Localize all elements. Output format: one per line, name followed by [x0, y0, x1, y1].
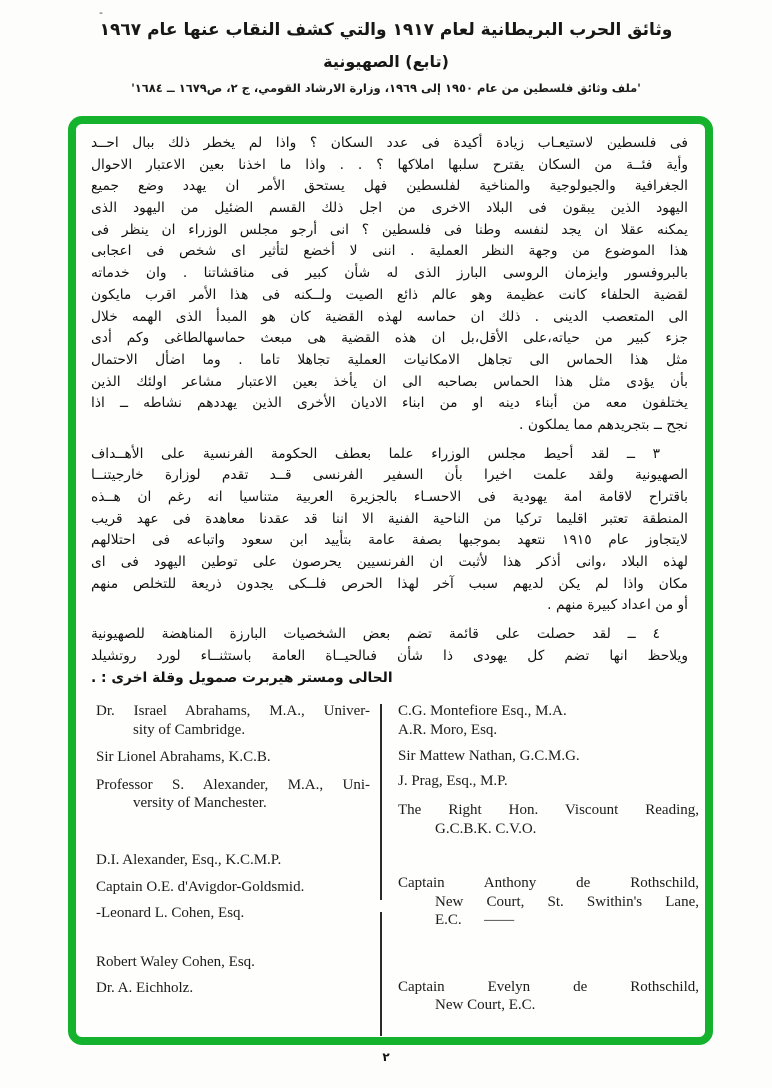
highlight-frame: [68, 116, 713, 1045]
name-entry-line: C.G. Montefiore Esq., M.A.: [398, 703, 567, 720]
arabic-line: فى فلسطين لاستيعـاب زيادة أكيدة فى عدد السكان ؟ واذا لم يخطر ذلك ببال احــد: [91, 135, 688, 151]
arabic-line: هذا الموضوع من وجهة النظر العملية . اننى لا أخضع لتأثير اى شخص فى اعجابى: [91, 243, 688, 260]
name-entry-line: G.C.B.K. C.V.O.: [435, 820, 537, 837]
name-entry: [96, 702, 370, 739]
name-entry: [398, 702, 699, 721]
document-header: [0, 20, 772, 95]
name-entry-line: J. Prag, Esq., M.P.: [398, 772, 508, 789]
name-entry-line: Sir Lionel Abrahams, K.C.B.: [96, 749, 271, 766]
name-entry-line: Dr. Israel Abrahams, M.A., Univer-: [96, 703, 370, 720]
source-citation: 'ملف وثائق فلسطين من عام ١٩٥٠ إلى ١٩٦٩، وزارة الارشاد القومي، ج ٢، ص١٦٧٩ ــ ١٦٨٤': [131, 81, 641, 95]
name-entry-line: The Right Hon. Viscount Reading,: [398, 802, 699, 819]
name-entry: [96, 851, 370, 870]
name-entry-line: E.C. ——: [435, 912, 515, 929]
arabic-line: جزء كبير من حياته،على الأقل،بل ان هذه القضية هى مبعث حماسهالطاغى وكم أدى: [91, 330, 688, 347]
arabic-line: مكان واذا لم يكن لديهم سبب آخر لهذا الحرص فلــكى يجدون ذريعة للتخلص منهم: [91, 575, 688, 592]
name-entry-line: Professor S. Alexander, M.A., Uni-: [96, 776, 370, 793]
arabic-line: الجغرافية والجيولوجية والمناخية لفلسطين فهل يستحق الأمر ان يهدد وضع جميع: [91, 178, 688, 195]
name-entry: [398, 874, 699, 930]
name-entry-line: Robert Waley Cohen, Esq.: [96, 954, 255, 971]
arabic-line: الحالى ومستر هيربرت صمويل وقلة اخرى : .: [91, 669, 393, 686]
name-entry-line: Captain O.E. d'Avigdor-Goldsmid.: [96, 879, 305, 896]
arabic-line: يمكنه عقلا ان يجد لنفسه وطنا فى فلسطين ؟ انى أرجو مجلس الوزراء ان ينظر فى: [91, 221, 688, 238]
arabic-line: أو من اعداد كبيرة منهم .: [547, 597, 688, 614]
arabic-paragraph: [91, 133, 688, 437]
arabic-line: وأية فئــة من السكان يقترح سلبها املاكها ؟ . . واذا ما اخذنا بعين الاعتبار الاحوال: [91, 156, 688, 173]
name-entry-line: sity of Cambridge.: [133, 721, 246, 738]
arabic-line: مثل هذا الحماس الى تجاهل الامكانيات العملية تجاهلا تاما . وما اضأل الاحتمال: [91, 351, 688, 368]
names-column-left: [96, 702, 380, 1036]
corner-mark: -: [99, 6, 103, 19]
arabic-line: المنطقة تعتبر اقليما تركيا من الناحية الفنية الا اننا قد عقدنا معاهدة فى عهد قريب: [91, 510, 688, 527]
arabic-line: ويلاحظ انها تضم كل يهودى ذا شأن فىالحيــاة العامة باستثنــاء لورد روتشيلد: [91, 647, 688, 664]
name-entry-line: Captain Evelyn de Rothschild,: [398, 978, 699, 995]
name-entry-line: New Court, E.C.: [435, 997, 536, 1014]
name-entry-line: versity of Manchester.: [133, 795, 267, 812]
arabic-line: الى المتعصب الدينى . ذلك ان حماسه لهذه القضية كان هو المبدأ الذى الهمه خلال: [91, 308, 688, 325]
arabic-line: لقضية الحلفاء كانت عظيمة وهو عالم ذائع الصيت ولــكنه فى هذا الأمر اقرب مايكون: [91, 286, 688, 303]
arabic-line: ٤ ــ لقد حصلت على قائمة تضم بعض الشخصيات البارزة المناهضة للصهيونية: [91, 626, 660, 643]
name-entry: [398, 772, 699, 791]
names-column-right: [382, 702, 699, 1036]
arabic-line: لهذه البلاد ،وانى أذكر هذا لأثبت ان الفرنسيين يحرصون على توطين اليهود فى اى: [91, 554, 688, 571]
arabic-line: يختلفون معه من أبناء دينه او من ابناء الاديان الأخرى الذين يهددهم نشاطه ــ اذا: [91, 395, 688, 412]
name-entry: [96, 878, 370, 897]
name-entry-line: D.I. Alexander, Esq., K.C.M.P.: [96, 851, 282, 868]
name-entry: [398, 747, 699, 766]
arabic-line: بالبروفسور وايزمان الروسى البارز الذى له شأن كبير فى مناقشاتنا . وان خدماته: [91, 265, 688, 282]
arabic-line: نجح ــ بتجريدهم مما يملكون .: [519, 416, 688, 433]
arabic-line: بأن يؤدى مثل هذا الحماس بصاحبه الى ان يأخذ بعين الاعتبار مشاعر اولئك الذين: [91, 373, 688, 390]
arabic-paragraphs: [76, 124, 705, 689]
name-entry-line: Captain Anthony de Rothschild,: [398, 875, 699, 892]
page-number: ٢: [382, 1050, 390, 1064]
name-entry: [96, 776, 370, 813]
arabic-line: باقتراح لاقامة امة يهودية فى الاحسـاء بالجزيرة العربية متناسيا انه رغم ان هــذه: [91, 489, 688, 505]
name-entry: [96, 953, 370, 972]
name-entry-line: A.R. Moro, Esq.: [398, 721, 498, 738]
name-entry: [398, 978, 699, 1015]
name-entry: [398, 721, 699, 740]
arabic-line: ٣ ــ لقد أحيط مجلس الوزراء علما بعطف الحكومة الفرنسية على الأهــداف: [91, 445, 660, 462]
arabic-paragraph: [91, 444, 688, 618]
document-title: وثائق الحرب البريطانية لعام ١٩١٧ والتي كشف النقاب عنها عام ١٩٦٧: [99, 20, 673, 40]
arabic-line: الصهيونية ولقد علمت اخيرا بأن السفير الفرنسى قــد تقدم لوزارة خارجيتنــا: [91, 467, 688, 484]
document-subtitle: (تابع) الصهيونية: [323, 52, 449, 71]
name-entry-line: Dr. A. Eichholz.: [96, 979, 194, 996]
arabic-line: اليهود الذين يبقون فى البلاد الاخرى من اجل ذلك القسم الضئيل من اليهود الذى: [91, 200, 688, 217]
name-entry-line: New Court, St. Swithin's Lane,: [435, 893, 699, 910]
name-entry: [398, 801, 699, 838]
name-entry: [96, 904, 370, 923]
arabic-paragraph: [91, 624, 688, 689]
name-entry-line: -Leonard L. Cohen, Esq.: [96, 904, 245, 921]
name-entry: [96, 979, 370, 998]
arabic-line: لايتجاوز عام ١٩١٥ نتعهد بموجبها بصفة عامة بتأييد ابن سعود واتباعه فى احتلالهم: [91, 532, 688, 549]
name-entry: [96, 748, 370, 767]
name-entry-line: Sir Mattew Nathan, G.C.M.G.: [398, 748, 580, 765]
names-list: [96, 702, 699, 1036]
